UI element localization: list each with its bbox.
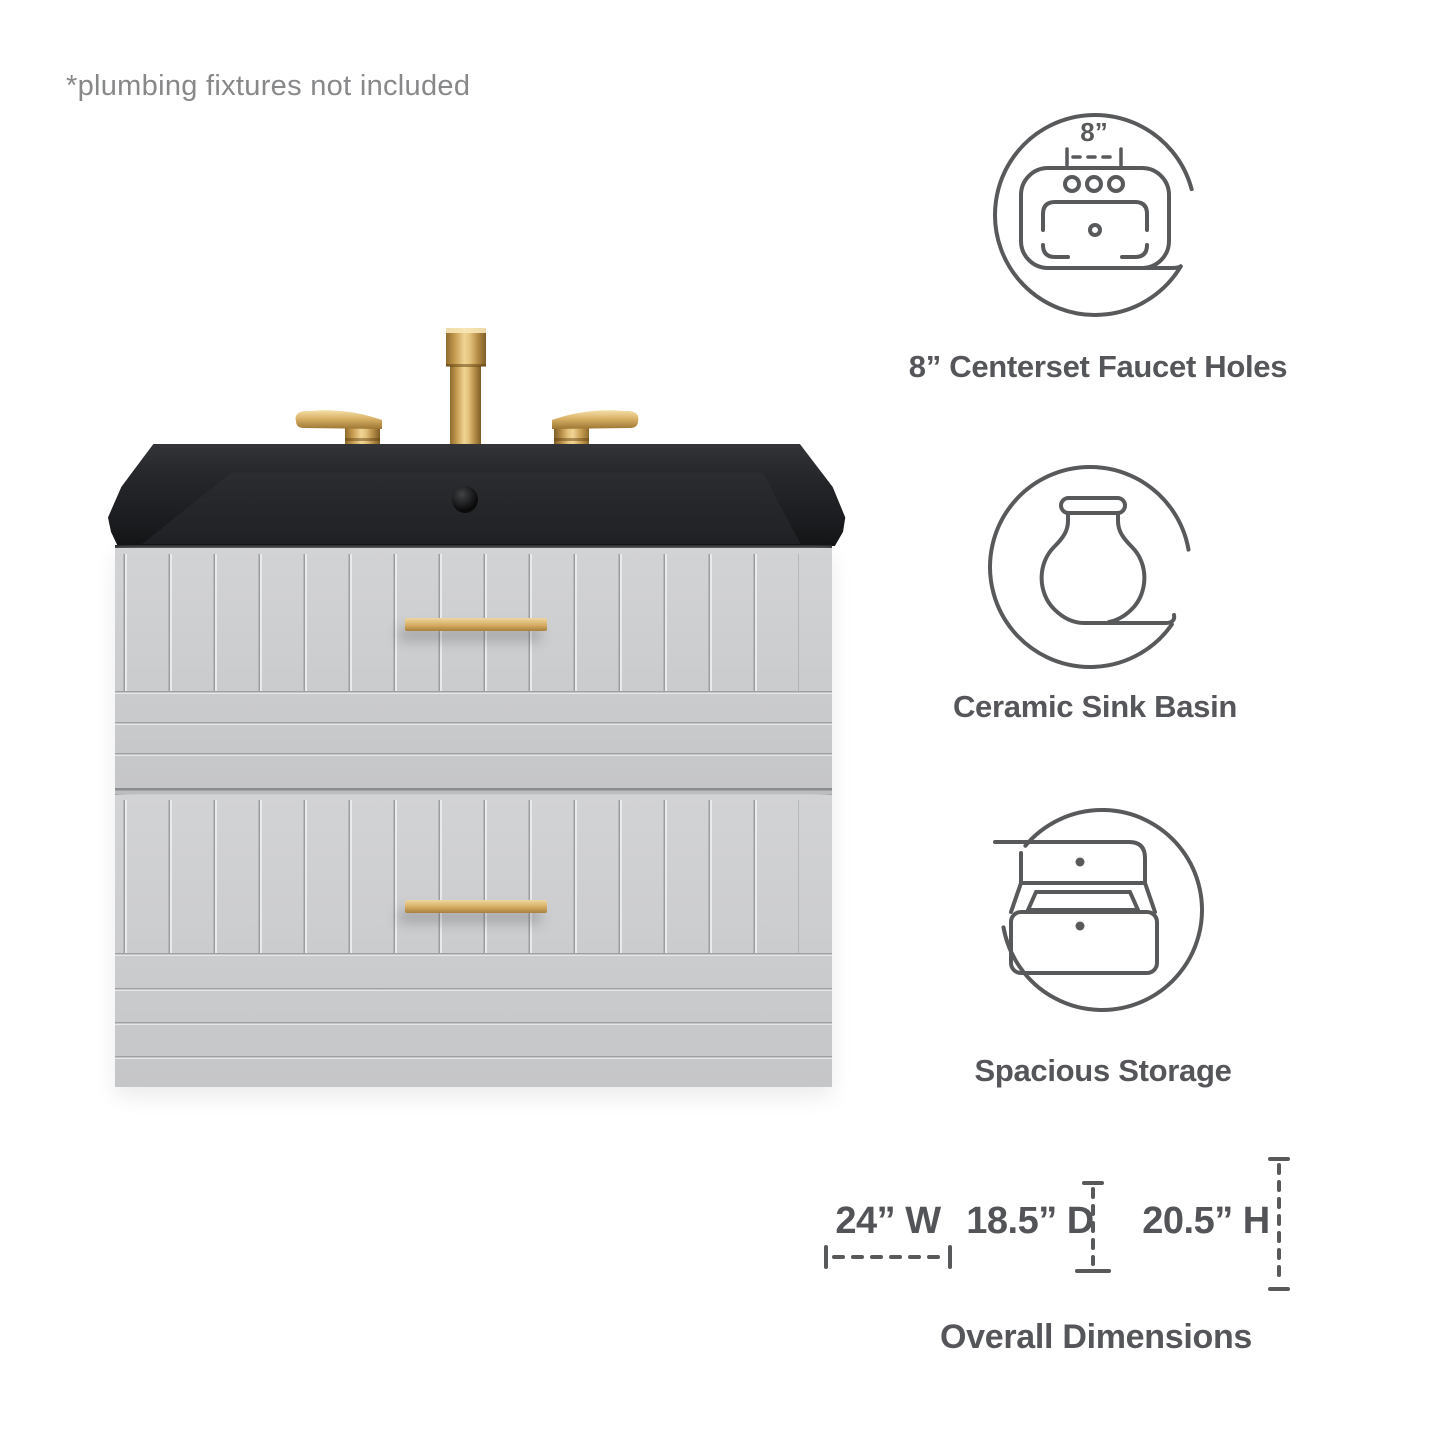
dimension-width: 24” W xyxy=(835,1200,941,1242)
groove-line xyxy=(115,988,832,991)
drawer-divider-gap xyxy=(115,788,832,794)
sink-drain xyxy=(452,486,478,513)
groove-line xyxy=(115,953,832,956)
depth-measure-line xyxy=(1074,1180,1112,1274)
drawer-bottom xyxy=(115,795,832,1087)
dimensions-caption: Overall Dimensions xyxy=(939,1318,1253,1356)
vanity-cabinet xyxy=(115,545,832,1087)
vanity-product-image xyxy=(105,326,849,1088)
drawer-top xyxy=(115,548,832,788)
icon-measure-text: 8” xyxy=(1080,117,1108,147)
faucet-holes-icon xyxy=(983,100,1213,330)
groove-line xyxy=(115,753,832,756)
height-measure-line xyxy=(1260,1156,1298,1292)
feature-label-spacious-storage: Spacious Storage xyxy=(974,1053,1232,1088)
width-measure-line xyxy=(822,1244,954,1270)
storage-icon xyxy=(990,795,1220,1025)
plumbing-disclaimer-note: *plumbing fixtures not included xyxy=(66,70,471,102)
groove-line xyxy=(115,1022,832,1025)
black-ceramic-sink-top xyxy=(105,444,849,546)
drawer-bottom-gold-handle xyxy=(405,900,547,913)
drawer-top-gold-handle xyxy=(405,618,547,631)
drawer-bottom-beadboard-panel xyxy=(115,800,832,953)
feature-label-faucet-holes: 8” Centerset Faucet Holes xyxy=(908,349,1288,384)
feature-label-ceramic-basin: Ceramic Sink Basin xyxy=(952,689,1238,724)
dimension-depth: 18.5” D xyxy=(966,1200,1094,1242)
sink-basin-icon xyxy=(978,452,1208,682)
groove-line xyxy=(115,1056,832,1059)
groove-line xyxy=(115,722,832,725)
dimension-height: 20.5” H xyxy=(1142,1200,1270,1242)
groove-line xyxy=(115,691,832,694)
